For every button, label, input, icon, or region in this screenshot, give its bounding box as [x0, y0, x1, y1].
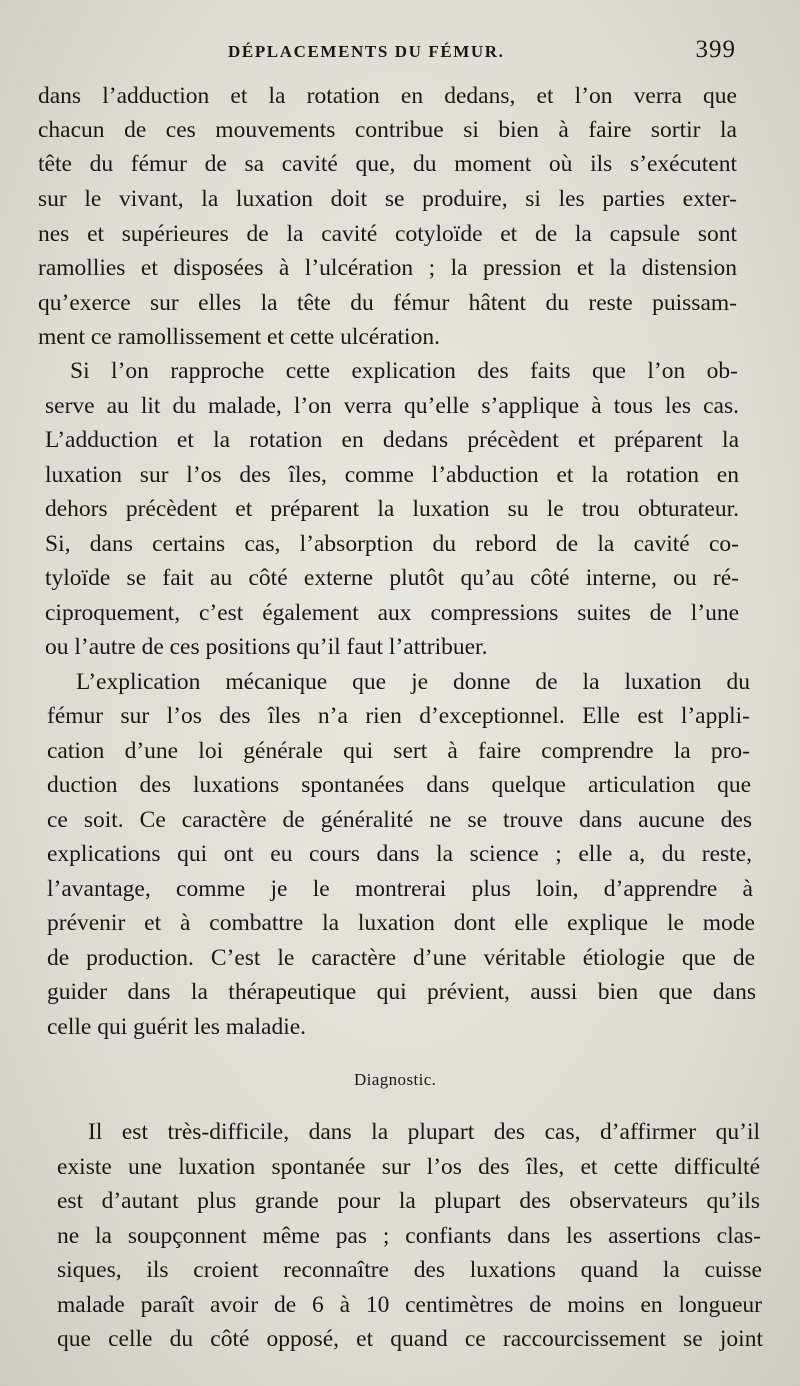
text-line: ce soit. Ce caractère de généralité ne se trouve dans aucune des	[47, 807, 752, 833]
text-line: guider dans la thérapeutique qui prévient, aussi bien que dans	[47, 979, 756, 1005]
text-line: que celle du côté opposé, et quand ce raccourcissement se joint	[57, 1326, 763, 1352]
text-line: existe une luxation spontanée sur l’os des îles, et cette difficulté	[57, 1154, 760, 1180]
text-line: malade paraît avoir de 6 à 10 centimètres de moins en longueur	[57, 1292, 762, 1318]
text-line: nes et supérieures de la cavité cotyloïde et de la capsule sont	[38, 221, 737, 247]
text-line: serve au lit du malade, l’on verra qu’elle s’applique à tous les cas.	[45, 393, 739, 419]
text-line: Si l’on rapproche cette explication des faits que l’on ob-	[70, 358, 738, 384]
text-line: Il est très-difficile, dans la plupart des cas, d’affirmer qu’il	[88, 1119, 760, 1145]
text-line: explications qui ont eu cours dans la science ; elle a, du reste,	[47, 841, 752, 867]
text-line: de production. C’est le caractère d’une véritable étiologie que de	[47, 945, 755, 971]
text-line: cation d’une loi générale qui sert à faire comprendre la pro-	[47, 738, 750, 764]
text-line: ment ce ramollissement et cette ulcération.	[38, 324, 440, 350]
text-line: duction des luxations spontanées dans quelque articulation que	[47, 772, 751, 798]
text-line: chacun de ces mouvements contribue si bien à faire sortir la	[38, 117, 737, 143]
text-line: dehors précèdent et préparent la luxation su le trou obturateur.	[45, 496, 739, 522]
text-line: prévenir et à combattre la luxation dont elle explique le mode	[47, 910, 755, 936]
running-title: DÉPLACEMENTS DU FÉMUR.	[228, 42, 505, 61]
text-line: tyloïde se fait au côté externe plutôt qu’au côté interne, ou ré-	[45, 565, 739, 591]
text-line: tête du fémur de sa cavité que, du moment où ils s’exécutent	[38, 151, 737, 177]
text-line: ciproquement, c’est également aux compressions suites de l’une	[45, 600, 739, 626]
text-line: fémur sur l’os des îles n’a rien d’exceptionnel. Elle est l’appli-	[47, 703, 750, 729]
text-line: sur le vivant, la luxation doit se produire, si les parties exter-	[38, 186, 737, 212]
text-line: L’explication mécanique que je donne de la luxation du	[76, 669, 750, 695]
page-header	[0, 36, 800, 76]
text-line: est d’autant plus grande pour la plupart des observateurs qu’ils	[57, 1188, 760, 1214]
text-line: l’avantage, comme je le montrerai plus loin, d’apprendre à	[47, 876, 753, 902]
page-number: 399	[695, 36, 736, 63]
text-line: ramollies et disposées à l’ulcération ; la pression et la distension	[38, 255, 737, 281]
text-line: Si, dans certains cas, l’absorption du rebord de la cavité co-	[45, 531, 739, 557]
text-line: qu’exerce sur elles la tête du fémur hâtent du reste puissam-	[38, 290, 737, 316]
text-line: dans l’adduction et la rotation en dedans, et l’on verra que	[38, 83, 737, 109]
text-line: siques, ils croient reconnaître des luxations quand la cuisse	[57, 1257, 762, 1283]
section-heading: Diagnostic.	[354, 1070, 437, 1089]
text-line: luxation sur l’os des îles, comme l’abduction et la rotation en	[45, 462, 739, 488]
text-line: ou l’autre de ces positions qu’il faut l’attribuer.	[45, 634, 488, 660]
text-line: ne la soupçonnent même pas ; confiants dans les assertions clas-	[57, 1223, 761, 1249]
text-line: L’adduction et la rotation en dedans précèdent et préparent la	[45, 427, 739, 453]
text-line: celle qui guérit les maladie.	[47, 1014, 307, 1040]
